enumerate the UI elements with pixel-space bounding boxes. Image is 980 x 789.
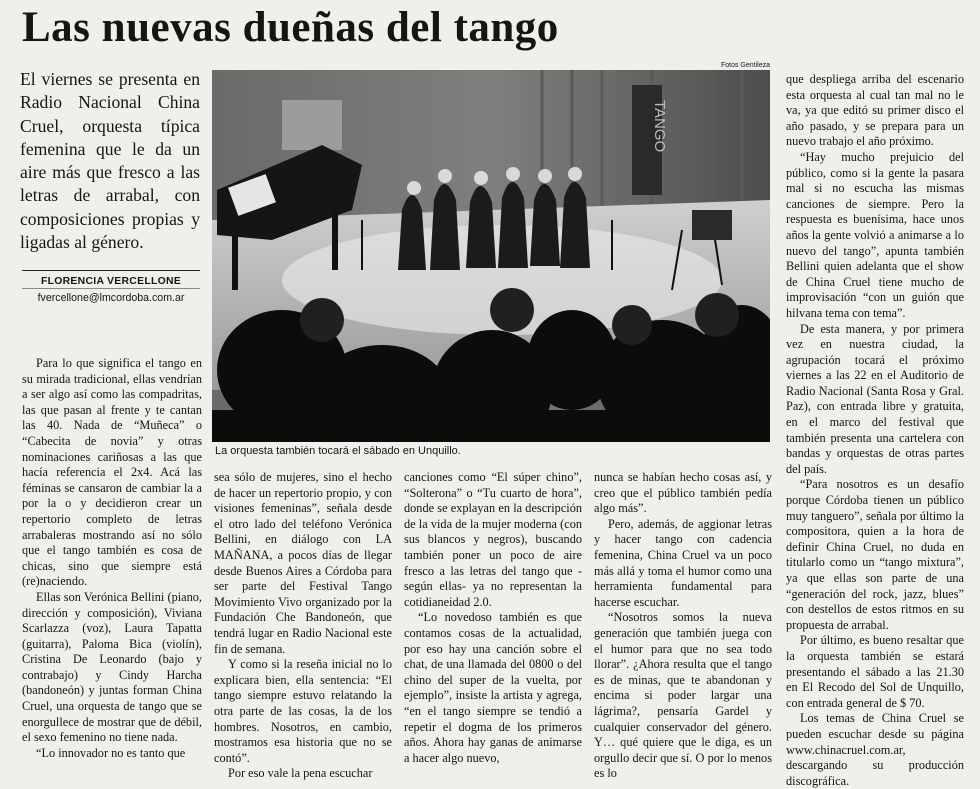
- paragraph: “Para nosotros es un desafío porque Córdoba tienen un público muy tanguero”, señala por último la compositora, quien a la hora de definir China Cruel, no duda en titularlo como un “tango mixtura”, ya que ellas son parte de una “generación del rock, jazz, blues” con destellos de estos ritmos en su propuesta de arrabal.: [786, 477, 964, 632]
- stage-banner-text: TANGO: [651, 100, 668, 153]
- article-column-2: [214, 470, 392, 782]
- paragraph: Pero, además, de aggionar letras y hacer tango con cadencia femenina, China Cruel va un poco más allá y toma el humor como una herramienta fundamental para hacerse escuchar.: [594, 516, 772, 609]
- headline: Las nuevas dueñas del tango: [22, 4, 559, 51]
- paragraph: Los temas de China Cruel se pueden escuchar desde su página www.chinacruel.com.ar, descargando su producción discográfica.: [786, 711, 964, 788]
- article-column-3: [404, 470, 582, 766]
- paragraph: Para lo que significa el tango en su mirada tradicional, ellas vendrían a ser algo así como las compadritas, las que pasan al frente y te cantan las 40. Nada de “Muñeca” o “Cabecita de novia” y otras nominaciones cariñosas a las que hacía referencia el 2x4. Acá las féminas se cansaron de cambiar la a por la o y decidieron crear un repertorio completo de letras arrabaleras mostrando así no sólo que el tango también es cosa de chicas, sino que siempre está (re)naciendo.: [22, 356, 202, 589]
- paragraph: “Hay mucho prejuicio del público, como si la gente la pasara mal si no escucha las mismas canciones de siempre. Pero la respuesta es buenísima, hace unos años la gente volvió a animarse a lo nuevo del tango”, apunta también Bellini quien adelanta que el show de China Cruel tiene mucho de improvisación “con un guión que hilvana tema con tema”.: [786, 149, 964, 320]
- paragraph: “Lo innovador no es tanto que: [36, 745, 186, 760]
- paragraph: sea sólo de mujeres, sino el hecho de hacer un repertorio propio, y con visiones femeninas”, señala desde el otro lado del teléfono Verónica Bellini, en diálogo con LA MAÑANA, a pocos días de llegar desde Buenos Aires a Córdoba para ser parte del Festival Tango Movimiento Vivo organizado por la Fundación Che Bandoneón, que tendrá lugar en Radio Nacional este fin de semana.: [214, 470, 392, 656]
- paragraph: Y como si la reseña inicial no lo explicara bien, ella sentencia: “El tango siempre estuvo relatando la otra parte de las cosas, la de los hombres. Nosotros, en cambio, mostramos esa historia que no se contó”.: [214, 657, 392, 765]
- paragraph: “Lo novedoso también es que contamos cosas de la actualidad, por eso hay una canción sobre el chat, de una llamada del 0800 o del chino del super de la vuelta, por ejemplo”, insiste la artista y agrega, “en el tango siempre se tendió a repetir el dogma de los primeros años. Ahora hay ganas de animarse a hacer algo nuevo,: [404, 610, 582, 765]
- paragraph: “Nosotros somos la nueva generación que también juega con el humor para que no sea todo llorar”. ¿Ahora resulta que el tango es de minas, que te abandonan y encima si poder largar una lágrima?, pensaría Gardel y cualquier conservador del género. Y… qué quiere que le diga, es un orgullo decir que sí. O por lo menos es lo: [594, 610, 772, 781]
- byline-rule-mid: [22, 288, 200, 289]
- paragraph: canciones como “El súper chino”, “Solterona” o “Tu cuarto de hora”, donde se explayan en la descripción de la vida de la mujer moderna (con sus blancos y negros), buscando también poner un poco de aire fresco a las letras del tango que -según ellas- ya no representan la cotidianeidad 2.0.: [404, 470, 582, 609]
- paragraph: Ellas son Verónica Bellini (piano, dirección y composición), Viviana Scarlazza (voz), Laura Tapatta (guitarra), Paloma Bica (violín), Cristina De Leonardo (bajo y contrabajo) y Cindy Harcha (bandoneón) y juntas forman China Cruel, una orquesta de tango que se enorgullece de mostrar que de débil, el sexo femenino no tiene nada.: [22, 589, 202, 745]
- byline-email: fvercellone@lmcordoba.com.ar: [37, 292, 185, 304]
- lead-text: El viernes se presenta en Radio Nacional China Cruel, orquesta típica femenina que le da un aire más que fresco a las letras de arrabal, con composiciones propias y ligadas al género.: [20, 69, 200, 253]
- lead-paragraph: [20, 68, 200, 254]
- concert-photo: [212, 70, 770, 442]
- paragraph: nunca se habían hecho cosas así, y creo que el público también pedía algo más”.: [594, 470, 772, 516]
- paragraph: Por eso vale la pena escuchar: [228, 766, 373, 781]
- article-column-5: [786, 72, 964, 789]
- byline-author: FLORENCIA VERCELLONE: [40, 276, 182, 287]
- paragraph: De esta manera, y por primera vez en nuestra ciudad, la agrupación tocará el próximo viernes a las 22 en el Auditorio de Radio Nacional (Santa Rosa y Gral. Paz), con entrada libre y gratuita, en el marco del festival que también presenta una cartelera con bandas y orquestas de otras partes del país.: [786, 321, 964, 476]
- paragraph: que despliega arriba del escenario esta orquesta al cual tan mal no le va, ya que editó su primer disco el año pasado, y se prepara para un nuevo trabajo el año próximo.: [786, 72, 964, 149]
- concert-photo-illustration: [212, 70, 770, 442]
- byline-rule-top: [22, 270, 200, 271]
- photo-caption: La orquesta también tocará el sábado en Unquillo.: [215, 445, 461, 457]
- article-column-4: [594, 470, 772, 782]
- photo-credit: Fotos Gentileza: [720, 62, 770, 69]
- article-column-1: [22, 356, 202, 761]
- paragraph: Por último, es bueno resaltar que la orquesta también se estará presentando el sábado a las 21.30 en El Recodo del Sol de Unquillo, con entrada general de $ 70.: [786, 633, 964, 710]
